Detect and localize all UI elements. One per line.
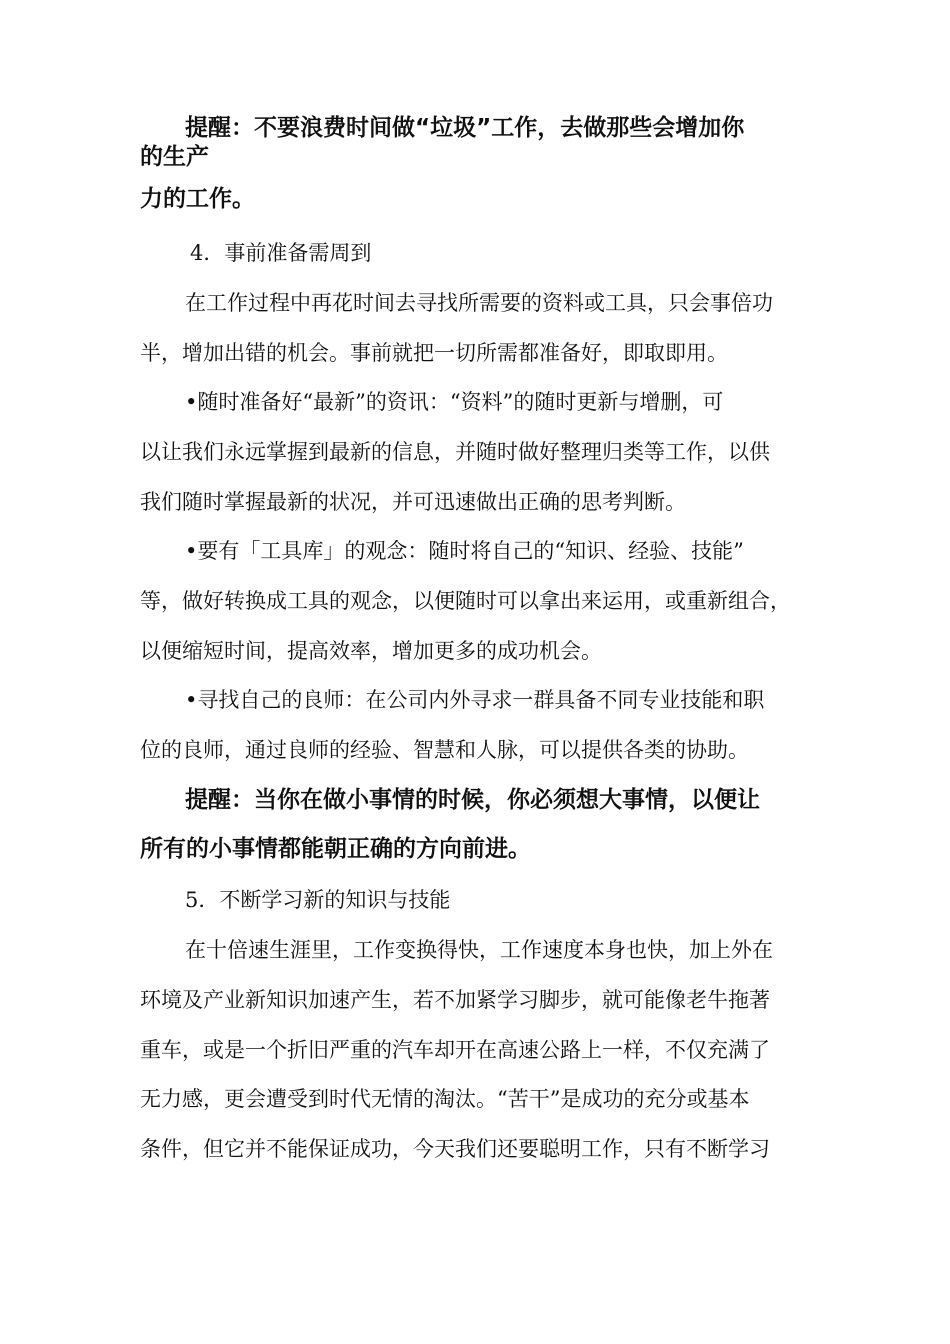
paragraph-line: 等，做好转换成工具的观念，以便随时可以拿出来运用，或重新组合， [140, 589, 791, 613]
paragraph-line: 条件，但它并不能保证成功，今天我们还要聪明工作，只有不断学习 [140, 1137, 770, 1161]
paragraph-line: 以便缩短时间，提高效率，增加更多的成功机会。 [140, 639, 602, 663]
paragraph-line: 在工作过程中再花时间去寻找所需要的资料或工具，只会事倍功 [185, 291, 773, 315]
reminder-text: 力的工作。 [140, 186, 255, 212]
section-heading: 5．不断学习新的知识与技能 [185, 888, 451, 912]
section-heading: 4．事前准备需周到 [190, 241, 372, 265]
paragraph-line: 位的良师，通过良师的经验、智慧和人脉，可以提供各类的协助。 [140, 738, 749, 762]
paragraph-line: 我们随时掌握最新的状况，并可迅速做出正确的思考判断。 [140, 490, 686, 514]
bullet-line: •寻找自己的良师：在公司内外寻求一群具备不同专业技能和职 [185, 688, 765, 712]
reminder-text: 提醒：当你在做小事情的时候，你必须想大事情，以便让 [185, 787, 760, 813]
paragraph-line: 重车，或是一个折旧严重的汽车却开在高速公路上一样，不仅充满了 [140, 1038, 770, 1062]
bullet-line: •随时准备好“最新”的资讯：“资料”的随时更新与增删，可 [185, 390, 724, 414]
paragraph-line: 半，增加出错的机会。事前就把一切所需都准备好，即取即用。 [140, 341, 728, 365]
reminder-text: 所有的小事情都能朝正确的方向前进。 [140, 836, 531, 862]
paragraph-line: 无力感，更会遭受到时代无情的淘汰。“苦干”是成功的充分或基本 [140, 1087, 750, 1111]
paragraph-line: 以让我们永远掌握到最新的信息，并随时做好整理归类等工作，以供 [140, 440, 770, 464]
bullet-line: •要有「工具库」的观念：随时将自己的“知识、经验、技能” [185, 539, 744, 563]
paragraph-line: 在十倍速生涯里，工作变换得快，工作速度本身也快，加上外在 [185, 938, 773, 962]
reminder-text: 提醒：不要浪费时间做“垃圾”工作，去做那些会增加你 [185, 115, 745, 141]
reminder-text: 的生产 [140, 144, 209, 170]
paragraph-line: 环境及产业新知识加速产生，若不加紧学习脚步，就可能像老牛拖著 [140, 988, 770, 1012]
